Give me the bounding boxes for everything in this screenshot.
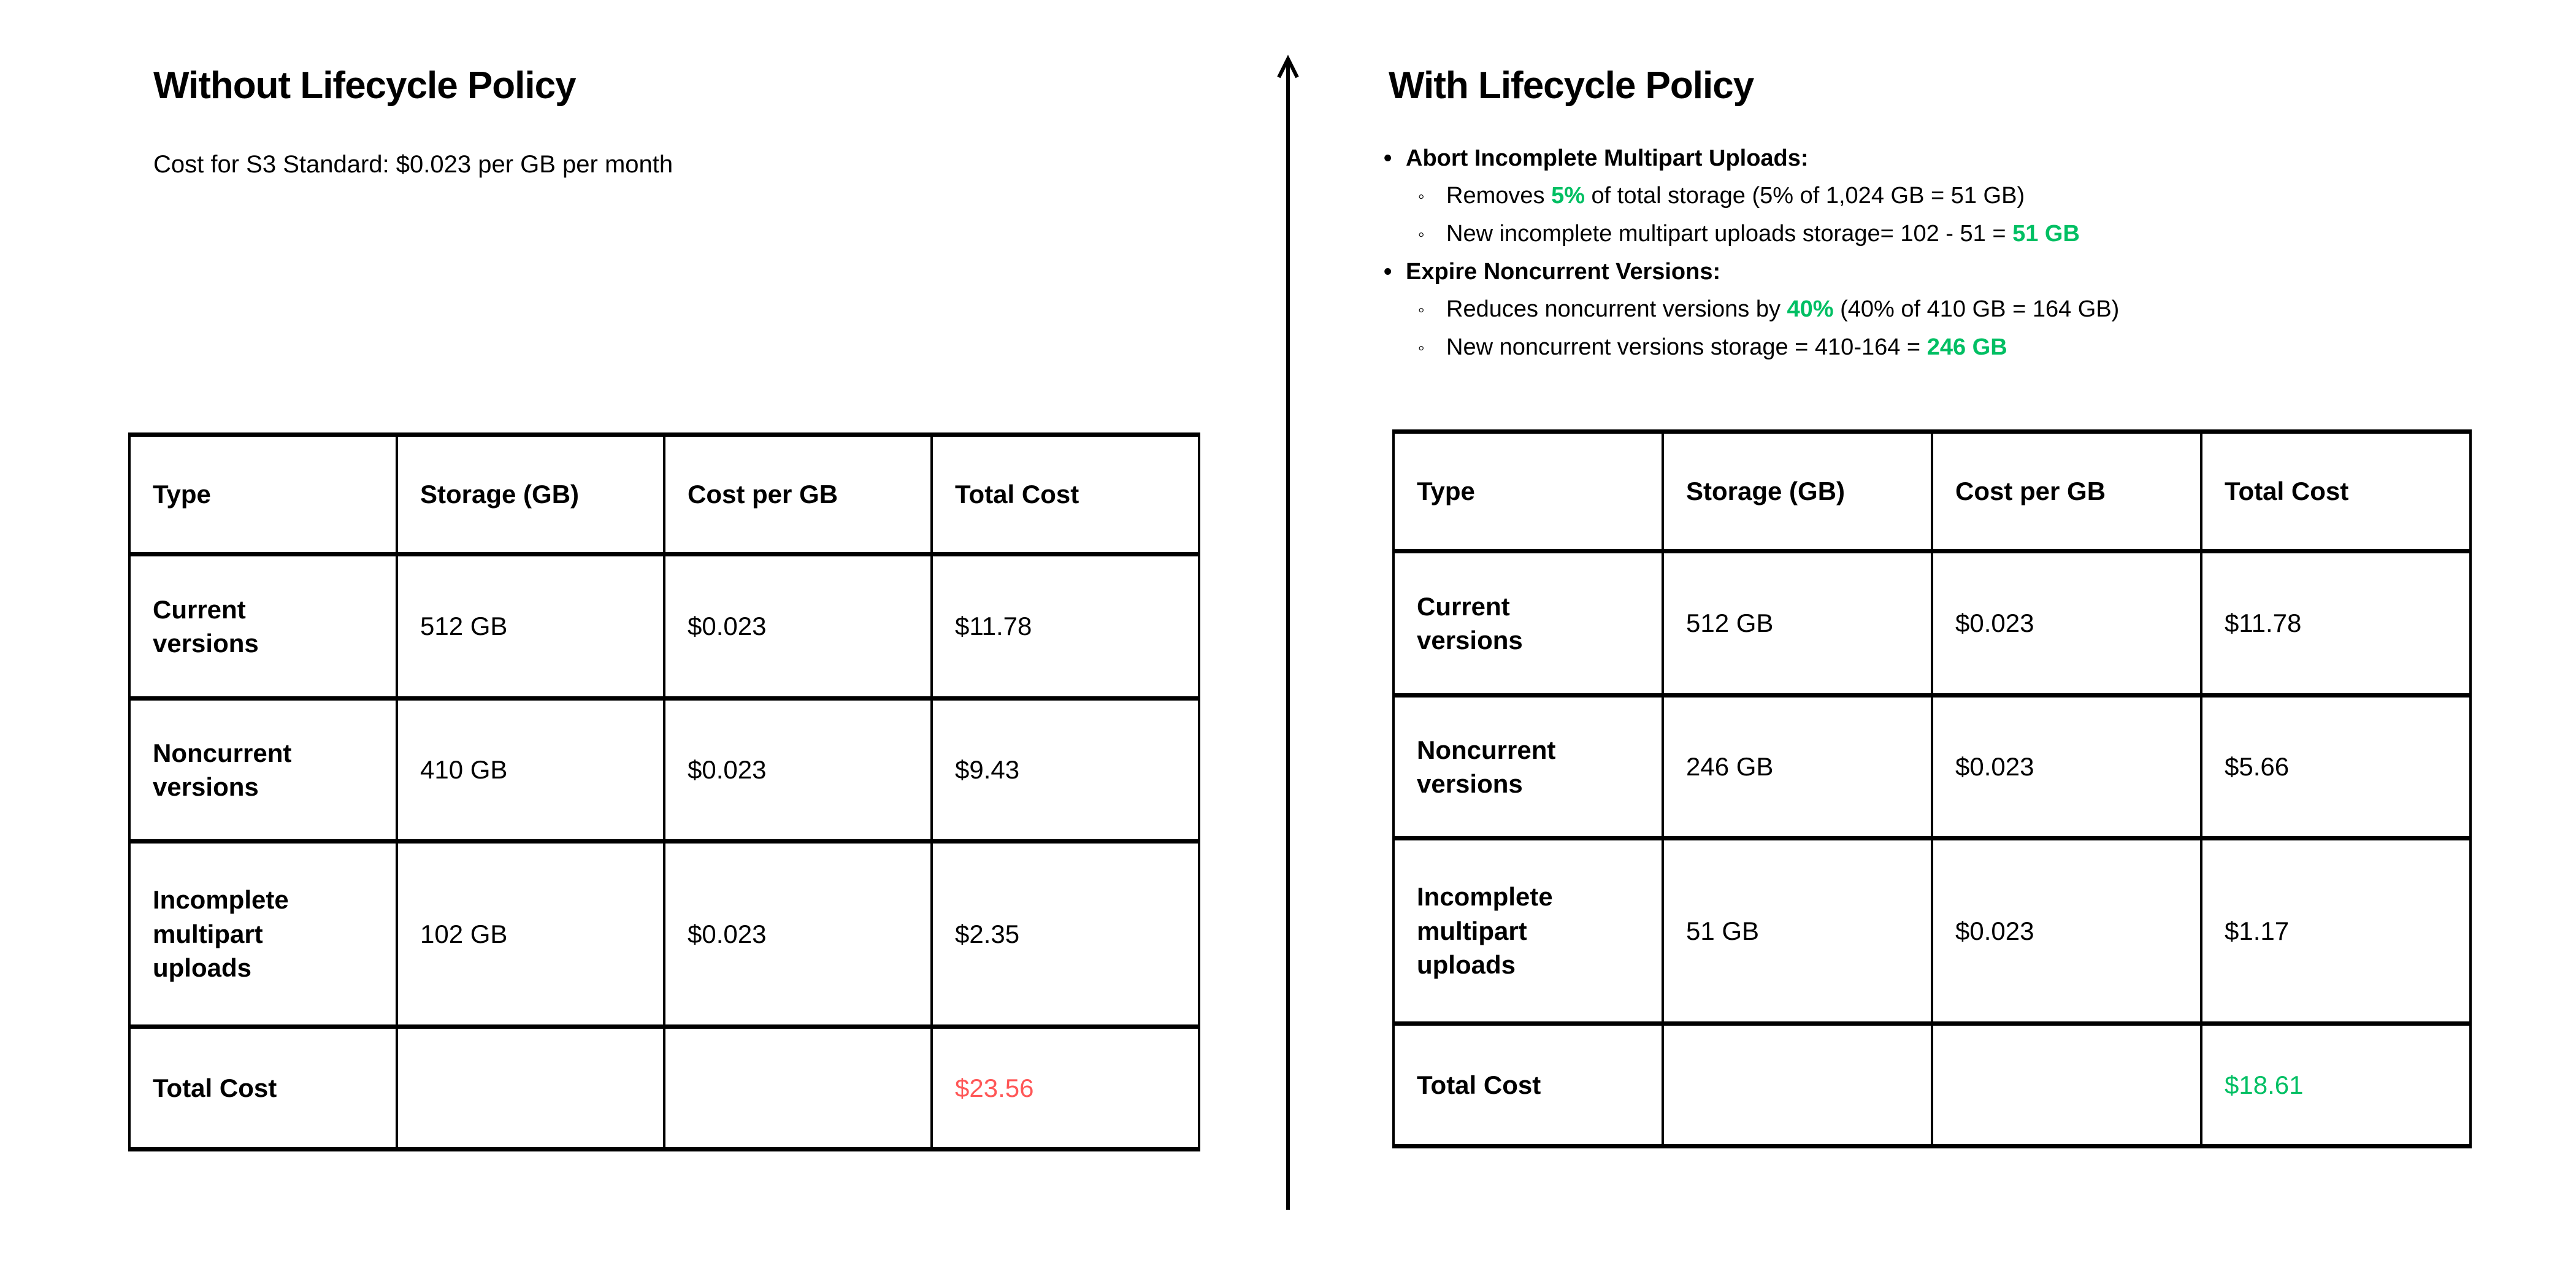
cell-cost: $0.023 <box>1932 696 2201 839</box>
circle-bullet-icon: ◦ <box>1418 225 1425 245</box>
table-row-noncurrent-versions <box>129 699 1199 842</box>
table-header-row <box>129 435 1199 555</box>
header-total-cost: Total Cost <box>2201 432 2471 552</box>
up-arrow-icon <box>1271 54 1305 1216</box>
cell-type-text: Current versions <box>153 594 259 658</box>
left-panel-title: Without Lifecycle Policy <box>153 64 576 107</box>
subitem-highlight: 40% <box>1787 296 1834 322</box>
cell-empty <box>397 1027 664 1150</box>
subitem-highlight: 246 GB <box>1926 334 2007 360</box>
cell-type-text: Incomplete multipart uploads <box>1417 882 1553 980</box>
table-row-current-versions <box>129 555 1199 699</box>
bullet-subitem <box>1384 329 2518 367</box>
cell-empty <box>1663 1024 1932 1147</box>
subitem-text: (40% of 410 GB = 164 GB) <box>1833 296 2120 322</box>
bullet-heading-text: Expire Noncurrent Versions: <box>1406 259 1721 285</box>
header-type: Type <box>129 435 397 555</box>
table-row-incomplete-uploads <box>1393 839 2471 1024</box>
header-storage: Storage (GB) <box>1663 432 1932 552</box>
cell-total: $5.66 <box>2201 696 2471 839</box>
header-type: Type <box>1393 432 1663 552</box>
table-row-incomplete-uploads <box>129 842 1199 1027</box>
bullet-dot-icon: • <box>1384 145 1392 171</box>
right-panel-title: With Lifecycle Policy <box>1389 64 1754 107</box>
circle-bullet-icon: ◦ <box>1418 186 1425 207</box>
cell-storage: 51 GB <box>1663 839 1932 1024</box>
cell-total: $1.17 <box>2201 839 2471 1024</box>
lifecycle-policy-bullet-list <box>1384 140 2518 367</box>
cell-type <box>129 699 397 842</box>
cell-grand-total: $23.56 <box>932 1027 1199 1150</box>
cell-empty <box>1932 1024 2201 1147</box>
header-storage: Storage (GB) <box>397 435 664 555</box>
bullet-subitem <box>1384 291 2518 329</box>
left-panel-subtitle: Cost for S3 Standard: $0.023 per GB per month <box>153 151 673 178</box>
cell-total: $9.43 <box>932 699 1199 842</box>
cell-storage: 102 GB <box>397 842 664 1027</box>
cell-total: $11.78 <box>932 555 1199 699</box>
subitem-highlight: 51 GB <box>2012 221 2080 247</box>
cell-type-text: Current versions <box>1417 591 1523 655</box>
bullet-heading-abort-uploads <box>1384 140 2518 177</box>
subitem-highlight: 5% <box>1551 183 1585 209</box>
cost-table-with-policy <box>1392 429 2472 1148</box>
cell-storage: 410 GB <box>397 699 664 842</box>
cell-total-label-text: Total Cost <box>1417 1070 1541 1099</box>
subitem-text: Removes <box>1446 183 1552 209</box>
cell-type <box>1393 839 1663 1024</box>
bullet-subitem <box>1384 215 2518 253</box>
cell-grand-total: $18.61 <box>2201 1024 2471 1147</box>
subitem-text: New incomplete multipart uploads storage= 102 - 51 = <box>1446 221 2013 247</box>
cell-cost: $0.023 <box>1932 839 2201 1024</box>
bullet-heading-text: Abort Incomplete Multipart Uploads: <box>1406 145 1809 171</box>
circle-bullet-icon: ◦ <box>1418 338 1425 358</box>
table-row-noncurrent-versions <box>1393 696 2471 839</box>
header-cost-per-gb: Cost per GB <box>664 435 932 555</box>
cell-type <box>1393 696 1663 839</box>
bullet-heading-expire-versions <box>1384 253 2518 291</box>
table-row-current-versions <box>1393 552 2471 696</box>
cell-cost: $0.023 <box>664 699 932 842</box>
cell-total: $2.35 <box>932 842 1199 1027</box>
table-header-row <box>1393 432 2471 552</box>
header-cost-per-gb: Cost per GB <box>1932 432 2201 552</box>
bullet-subitem <box>1384 177 2518 215</box>
header-total-cost: Total Cost <box>932 435 1199 555</box>
cell-cost: $0.023 <box>664 555 932 699</box>
cell-storage: 512 GB <box>1663 552 1932 696</box>
cell-storage: 512 GB <box>397 555 664 699</box>
subitem-text: New noncurrent versions storage = 410-164 = <box>1446 334 1927 360</box>
subitem-text: of total storage (5% of 1,024 GB = 51 GB) <box>1584 183 2025 209</box>
cell-type-text: Noncurrent versions <box>1417 735 1556 798</box>
cell-total: $11.78 <box>2201 552 2471 696</box>
cell-total-label <box>1393 1024 1663 1147</box>
cell-type <box>129 555 397 699</box>
circle-bullet-icon: ◦ <box>1418 300 1425 320</box>
cell-type <box>129 842 397 1027</box>
cell-total-label-text: Total Cost <box>153 1073 277 1102</box>
cell-cost: $0.023 <box>664 842 932 1027</box>
cell-type-text: Noncurrent versions <box>153 738 292 801</box>
cell-type-text: Incomplete multipart uploads <box>153 885 289 983</box>
cost-table-without-policy <box>128 432 1200 1151</box>
cell-type <box>1393 552 1663 696</box>
cell-empty <box>664 1027 932 1150</box>
cell-storage: 246 GB <box>1663 696 1932 839</box>
bullet-dot-icon: • <box>1384 259 1392 285</box>
subitem-text: Reduces noncurrent versions by <box>1446 296 1787 322</box>
cell-total-label <box>129 1027 397 1150</box>
table-row-total <box>129 1027 1199 1150</box>
table-row-total <box>1393 1024 2471 1147</box>
cell-cost: $0.023 <box>1932 552 2201 696</box>
